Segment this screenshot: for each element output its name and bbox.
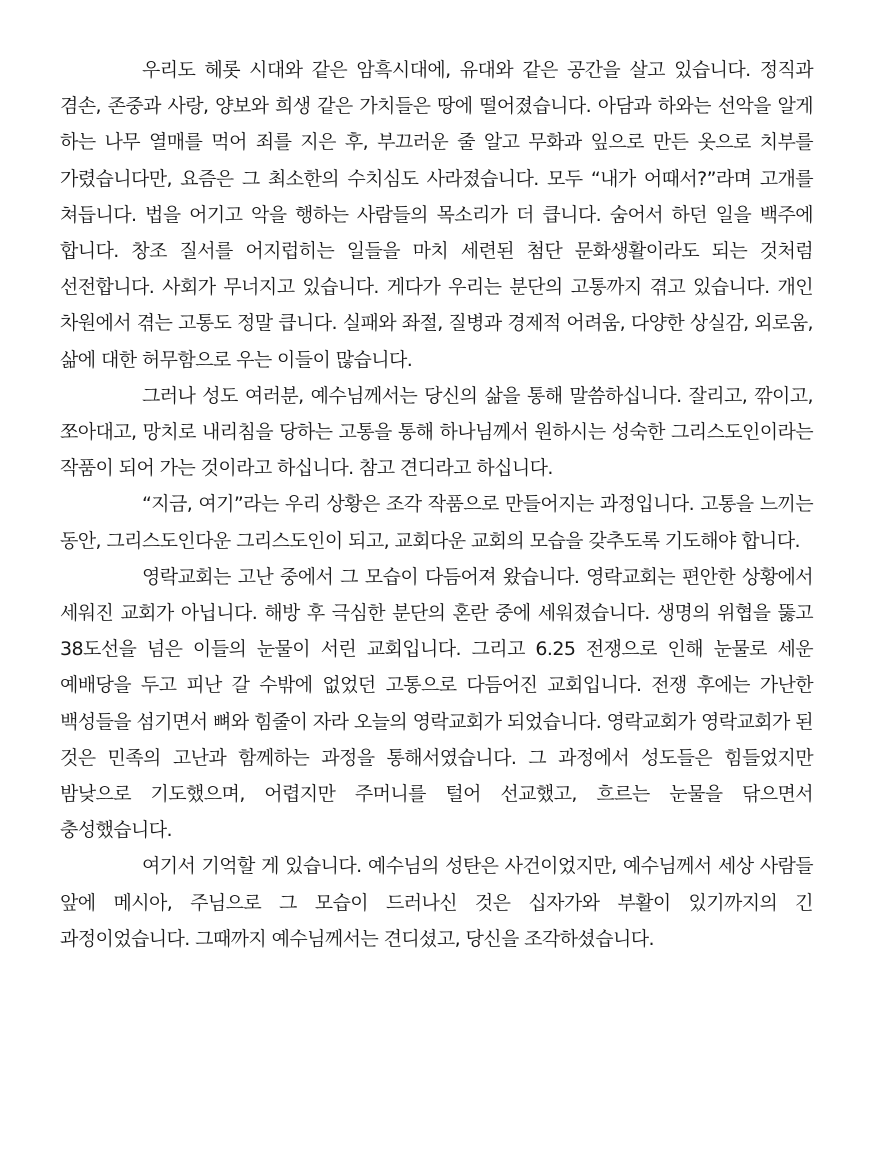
paragraph-2: 그러나 성도 여러분, 예수님께서는 당신의 삶을 통해 말씀하십니다. 잘리고, 깎이고, 쪼아대고, 망치로 내리침을 당하는 고통을 통해 하나님께서 원하시는 성숙한 그리스도인이라는 작품이 되어 가는 것이라고 하십니다. 참고 견디라고 하십니다.: [60, 384, 813, 480]
document-body: [60, 52, 813, 957]
paragraph-1: 우리도 헤롯 시대와 같은 암흑시대에, 유대와 같은 공간을 살고 있습니다. 정직과 겸손, 존중과 사랑, 양보와 희생 같은 가치들은 땅에 떨어졌습니다. 아담과 하와는 선악을 알게 하는 나무 열매를 먹어 죄를 지은 후, 부끄러운 줄 알고 무화과 잎으로 만든 옷으로 치부를 가렸습니다만, 요즘은 그 최소한의 수치심도 사라졌습니다. 모두 “내가 어때서?”라며 고개를 쳐듭니다. 법을 어기고 악을 행하는 사람들의 목소리가 더 큽니다. 숨어서 하던 일을 백주에 합니다. 창조 질서를 어지럽히는 일들을 마치 세련된 첨단 문화생활이라도 되는 것처럼 선전합니다. 사회가 무너지고 있습니다. 게다가 우리는 분단의 고통까지 겪고 있습니다. 개인 차원에서 겪는 고통도 정말 큽니다. 실패와 좌절, 질병과 경제적 어려움, 다양한 상실감, 외로움, 삶에 대한 허무함으로 우는 이들이 많습니다.: [60, 59, 813, 371]
paragraph-4: 영락교회는 고난 중에서 그 모습이 다듬어져 왔습니다. 영락교회는 편안한 상황에서 세워진 교회가 아닙니다. 해방 후 극심한 분단의 혼란 중에 세워졌습니다. 생명의 위협을 뚫고 38도선을 넘은 이들의 눈물이 서린 교회입니다. 그리고 6.25 전쟁으로 인해 눈물로 세운 예배당을 두고 피난 갈 수밖에 없었던 고통으로 다듬어진 교회입니다. 전쟁 후에는 가난한 백성들을 섬기면서 뼈와 힘줄이 자라 오늘의 영락교회가 되었습니다. 영락교회가 영락교회가 된 것은 민족의 고난과 함께하는 과정을 통해서였습니다. 그 과정에서 성도들은 힘들었지만 밤낮으로 기도했으며, 어렵지만 주머니를 털어 선교했고, 흐르는 눈물을 닦으면서 충성했습니다.: [60, 565, 813, 842]
paragraph-5: 여기서 기억할 게 있습니다. 예수님의 성탄은 사건이었지만, 예수님께서 세상 사람들 앞에 메시아, 주님으로 그 모습이 드러나신 것은 십자가와 부활이 있기까지의 긴 과정이었습니다. 그때까지 예수님께서는 견디셨고, 당신을 조각하셨습니다.: [60, 855, 813, 950]
paragraph-3: “지금, 여기”라는 우리 상황은 조각 작품으로 만들어지는 과정입니다. 고통을 느끼는 동안, 그리스도인다운 그리스도인이 되고, 교회다운 교회의 모습을 갖추도록 기도해야 합니다.: [60, 493, 813, 552]
